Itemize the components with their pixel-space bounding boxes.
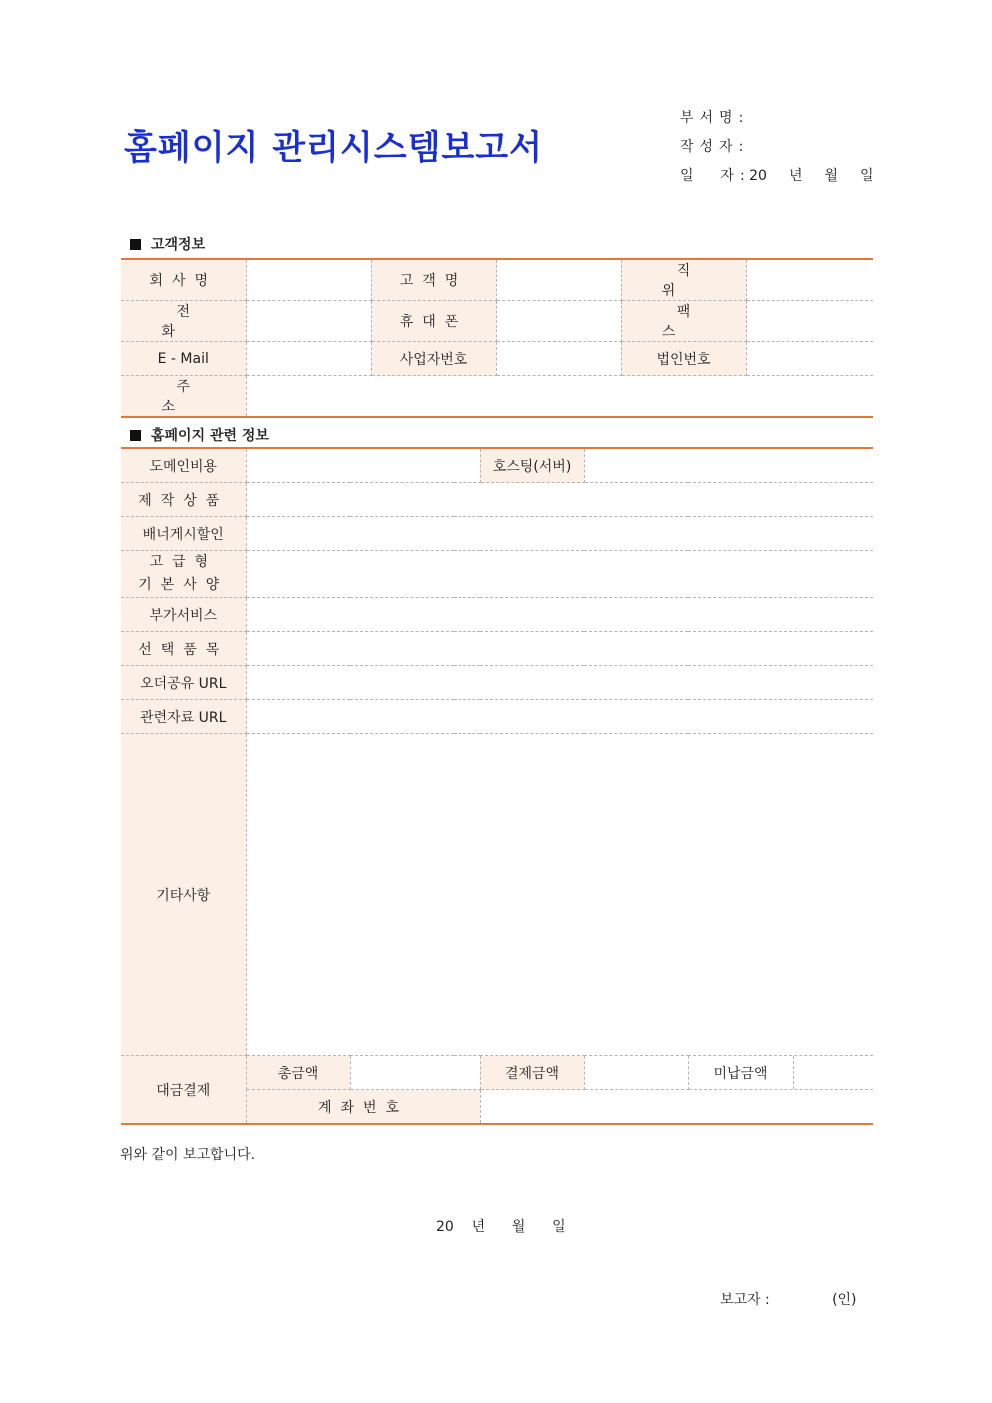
table-row: [121, 734, 873, 1056]
section-customer-title: 고객정보: [151, 237, 206, 253]
email-label: E - Mail: [121, 342, 246, 376]
square-bullet-icon: [130, 430, 141, 441]
seal-mark: (인): [832, 1292, 857, 1308]
date-row: 일 자: 20 년 월 일: [680, 162, 874, 191]
position-label: 직 위: [621, 259, 746, 301]
notes-field[interactable]: [246, 734, 873, 1056]
phone-label: 전 화: [121, 301, 246, 342]
date-month-unit: 월: [824, 168, 839, 184]
banner-discount-field[interactable]: [246, 517, 873, 551]
mobile-field[interactable]: [496, 301, 621, 342]
table-row: [121, 551, 873, 598]
address-label: 주 소: [121, 376, 246, 418]
report-date-day-unit: 일: [552, 1219, 566, 1235]
page-title: 홈페이지 관리시스템보고서: [124, 128, 543, 168]
report-date-month-unit: 월: [511, 1219, 526, 1235]
email-field[interactable]: [246, 342, 371, 376]
report-date-year-unit: 년: [471, 1219, 486, 1235]
position-field[interactable]: [746, 259, 873, 301]
customer-info-table: [121, 258, 873, 418]
premium-spec-label: 고급형 기본사양: [121, 551, 246, 598]
table-row: [121, 598, 873, 632]
date-label: 일 자: [680, 168, 740, 184]
table-row: [121, 666, 873, 700]
order-url-field[interactable]: [246, 666, 873, 700]
section-homepage-title: 홈페이지 관련 정보: [151, 428, 269, 444]
date-year-unit: 년: [788, 168, 803, 184]
paid-amount-label: 결제금액: [480, 1056, 584, 1090]
order-url-label: 오더공유 URL: [121, 666, 246, 700]
account-number-label: 계좌번호: [246, 1090, 480, 1125]
notes-label: 기타사항: [121, 734, 246, 1056]
table-row: [121, 448, 873, 483]
customer-name-label: 고객명: [371, 259, 496, 301]
department-label: 부서명: [680, 110, 739, 126]
homepage-info-table: [121, 447, 873, 1125]
section-customer-info: [130, 234, 205, 254]
fax-field[interactable]: [746, 301, 873, 342]
selected-items-label: 선택품목: [121, 632, 246, 666]
table-row: [121, 342, 873, 376]
phone-field[interactable]: [246, 301, 371, 342]
company-label: 회사명: [121, 259, 246, 301]
product-label: 제작상품: [121, 483, 246, 517]
document-meta: [680, 104, 874, 191]
banner-discount-label: 배너게시할인: [121, 517, 246, 551]
domain-cost-label: 도메인비용: [121, 448, 246, 483]
customer-name-field[interactable]: [496, 259, 621, 301]
date-day-unit: 일: [860, 168, 874, 184]
table-row: [121, 483, 873, 517]
addon-service-field[interactable]: [246, 598, 873, 632]
reference-url-label: 관련자료 URL: [121, 700, 246, 734]
fax-label: 팩 스: [621, 301, 746, 342]
reporter-label: 보고자 :: [720, 1292, 770, 1308]
hosting-label: 호스팅(서버): [480, 448, 584, 483]
paid-amount-field[interactable]: [584, 1056, 688, 1090]
company-field[interactable]: [246, 259, 371, 301]
business-number-label: 사업자번호: [371, 342, 496, 376]
closing-statement: 위와 같이 보고합니다.: [120, 1147, 256, 1163]
hosting-field[interactable]: [584, 448, 873, 483]
author-label: 작성자: [680, 139, 739, 155]
domain-cost-field[interactable]: [246, 448, 480, 483]
table-row: [121, 700, 873, 734]
table-row: [121, 259, 873, 301]
unpaid-amount-label: 미납금액: [689, 1056, 794, 1089]
account-number-field[interactable]: [480, 1090, 873, 1125]
premium-spec-field[interactable]: [246, 551, 873, 598]
business-number-field[interactable]: [496, 342, 621, 376]
mobile-label: 휴대폰: [371, 301, 496, 342]
date-year: 20: [749, 168, 767, 184]
section-homepage-info: [130, 425, 269, 445]
table-row: [121, 301, 873, 342]
address-field[interactable]: [246, 376, 873, 418]
reference-url-field[interactable]: [246, 700, 873, 734]
table-row: [121, 632, 873, 666]
payment-label: 대금결제: [121, 1056, 246, 1125]
total-amount-field[interactable]: [350, 1056, 480, 1090]
corporate-number-field[interactable]: [746, 342, 873, 376]
unpaid-amount-cell: [688, 1056, 873, 1090]
table-row: [121, 376, 873, 418]
product-field[interactable]: [246, 483, 873, 517]
selected-items-field[interactable]: [246, 632, 873, 666]
department-row: 부서명:: [680, 104, 874, 133]
table-row: [121, 1056, 873, 1090]
addon-service-label: 부가서비스: [121, 598, 246, 632]
square-bullet-icon: [130, 239, 141, 250]
report-date: [436, 1216, 566, 1236]
author-row: 작성자:: [680, 133, 874, 162]
total-amount-label: 총금액: [246, 1056, 350, 1090]
report-date-year: 20: [436, 1219, 454, 1235]
corporate-number-label: 법인번호: [621, 342, 746, 376]
reporter-signature: [720, 1289, 857, 1309]
unpaid-amount-field[interactable]: [794, 1056, 874, 1089]
table-row: [121, 517, 873, 551]
